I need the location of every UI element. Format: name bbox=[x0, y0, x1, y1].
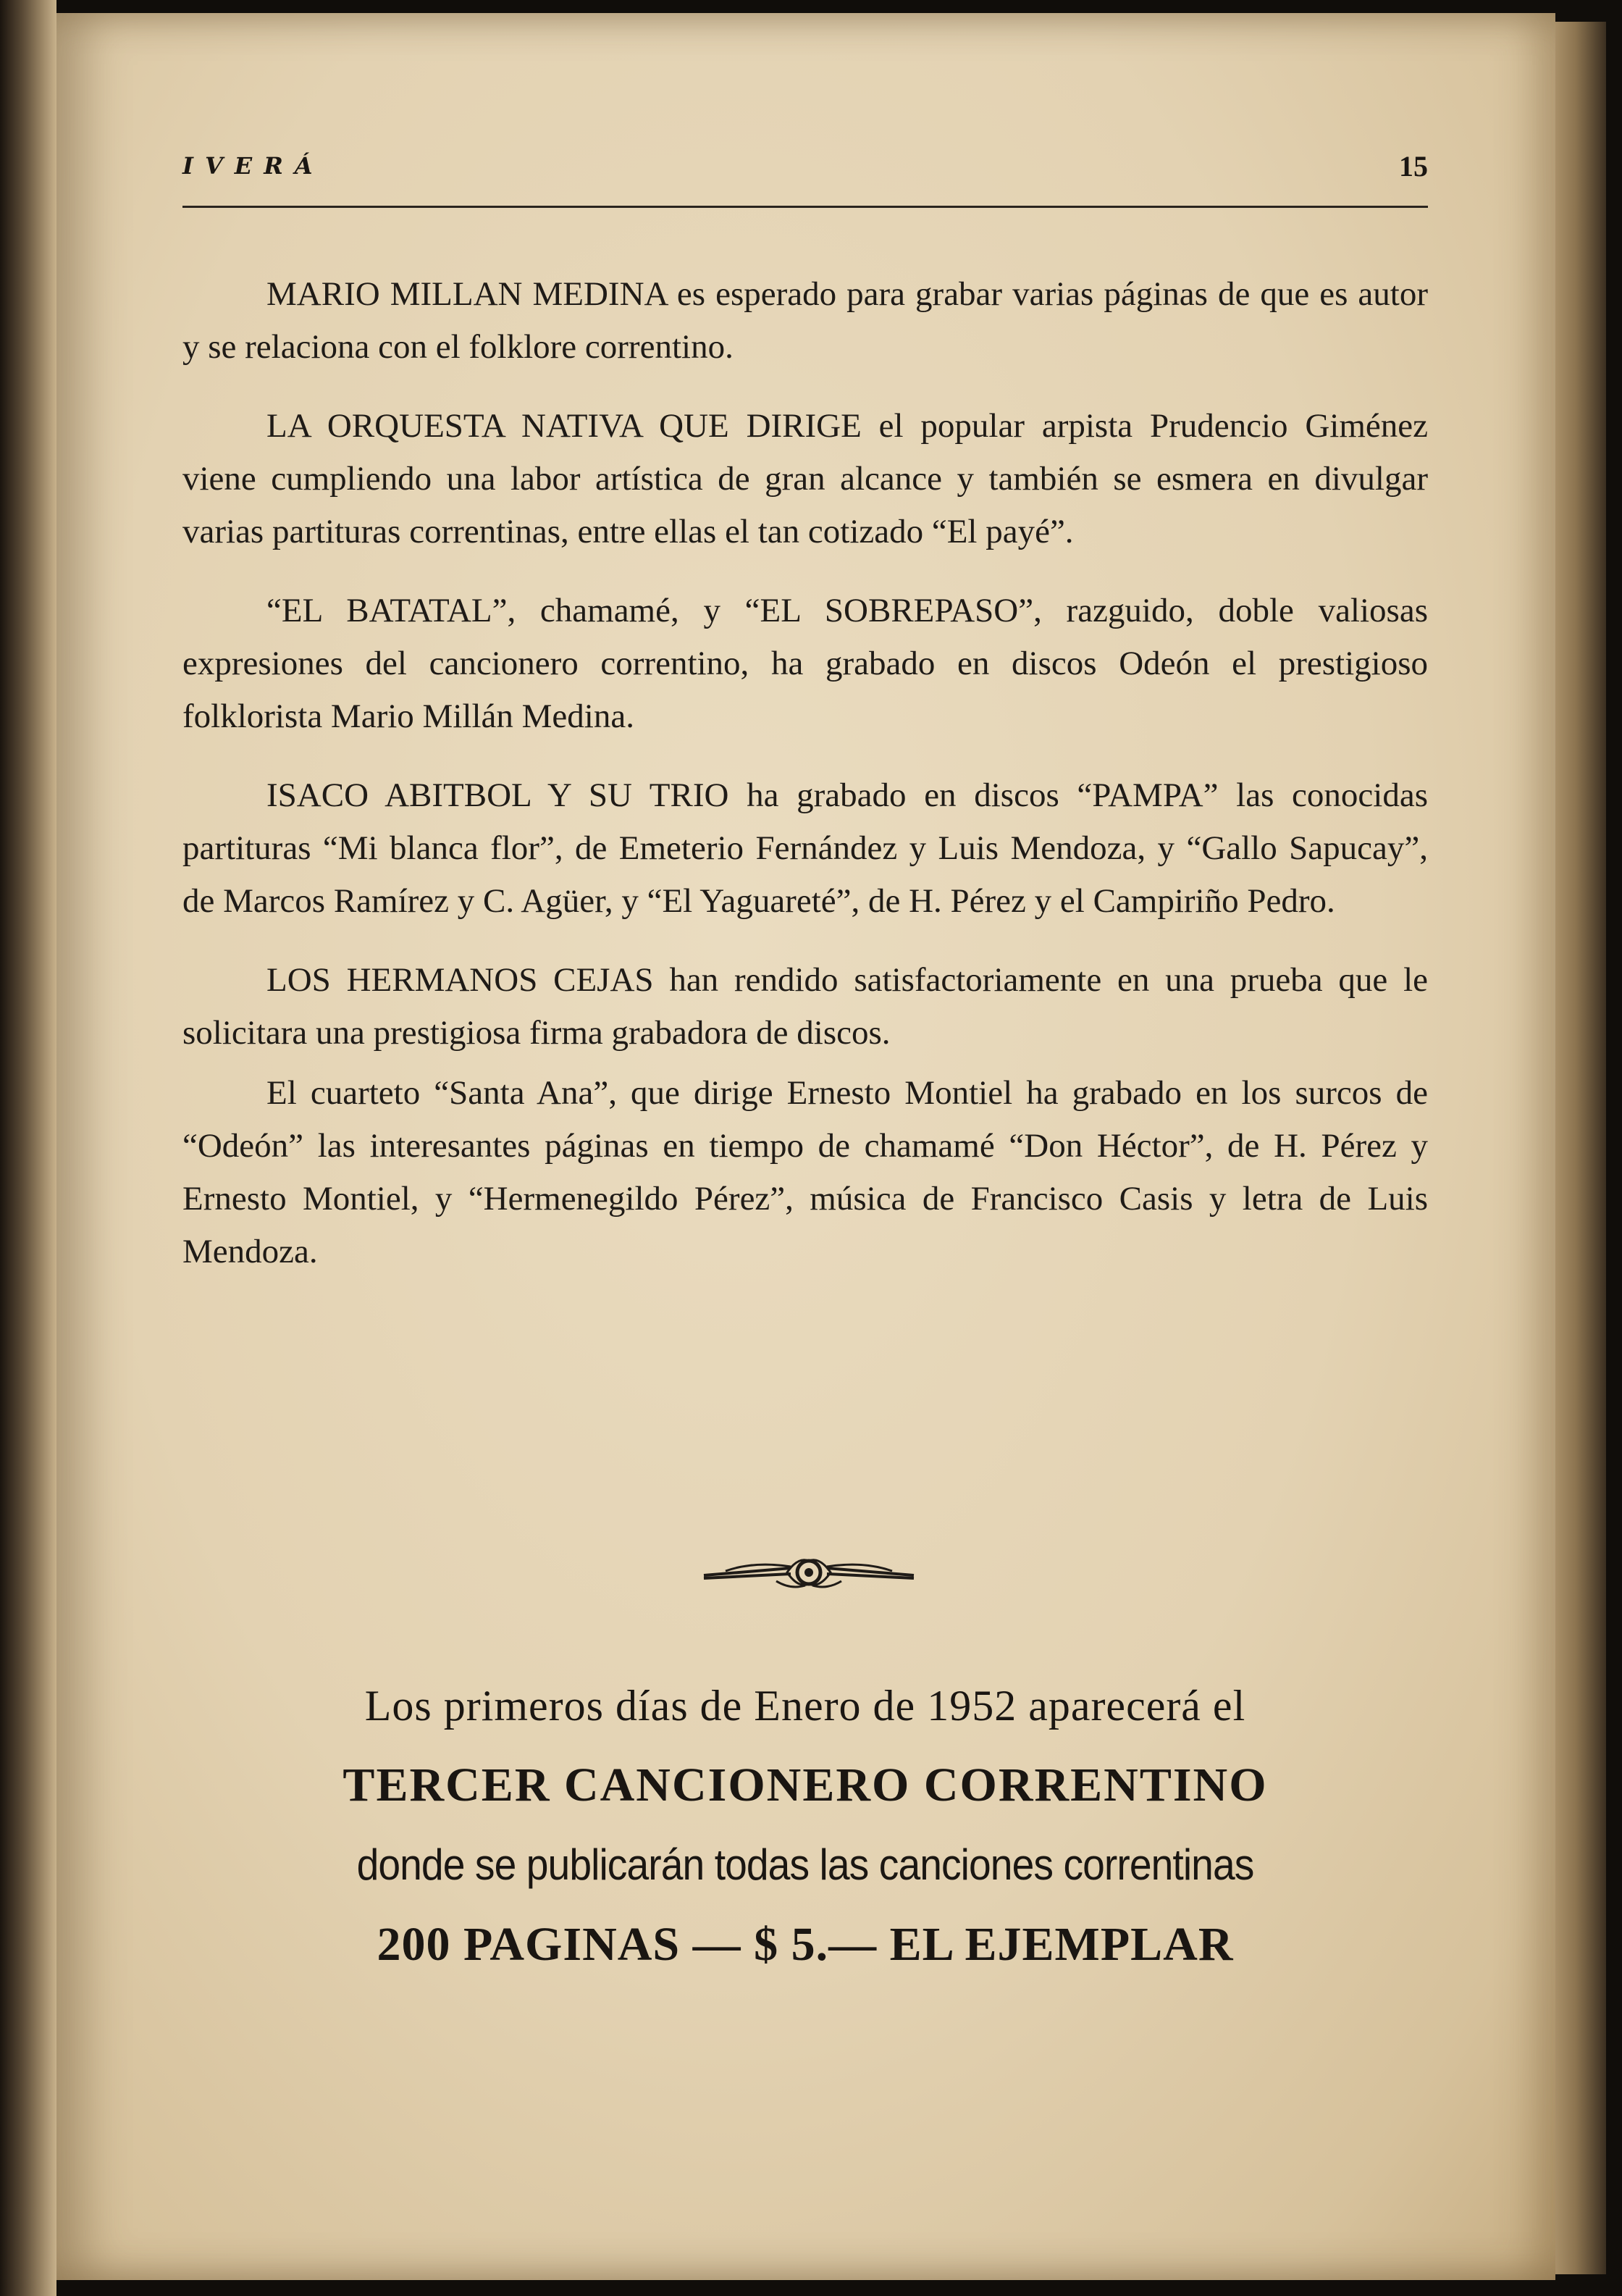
announcement-description: donde se publicarán todas las canciones correntinas bbox=[356, 1840, 1254, 1889]
paragraph-cuarteto-santa-ana: El cuarteto “Santa Ana”, que dirige Ernesto Montiel ha grabado en los surcos de “Odeón” las interesantes páginas en tiempo de chamamé “Don Héctor”, de H. Pérez y Ernesto Montiel, y “Hermenegildo Pérez”, música de Francisco Casis y letra de Luis Mendoza. bbox=[182, 1074, 1428, 1270]
paragraph-isaco-abitbol: ISACO ABITBOL Y SU TRIO ha grabado en discos “PAMPA” las conocidas partituras “Mi blanca flor”, de Emeterio Fernández y Luis Mendoza, y “Gallo Sapucay”, de Marcos Ramírez y C. Agüer, y “El Yaguareté”, de H. Pérez y el Campiriño Pedro. bbox=[182, 776, 1428, 920]
page-header bbox=[182, 109, 1428, 183]
right-page-edge bbox=[1555, 22, 1606, 2274]
announcement-price: 200 PAGINAS — $ 5.— EL EJEMPLAR bbox=[377, 1918, 1234, 1971]
paragraph-mario-millan: MARIO MILLAN MEDINA es esperado para grabar varias páginas de que es autor y se relaciona con el folklore correntino. bbox=[182, 275, 1428, 366]
floral-divider-ornament-icon bbox=[697, 1546, 921, 1597]
cancionero-announcement bbox=[182, 1666, 1428, 1985]
left-page-edge bbox=[0, 0, 56, 2296]
announcement-date-line: Los primeros días de Enero de 1952 aparecerá el bbox=[364, 1682, 1246, 1730]
header-rule bbox=[182, 206, 1428, 208]
announcement-title: TERCER CANCIONERO CORRENTINO bbox=[343, 1759, 1268, 1811]
page-number: 15 bbox=[1399, 150, 1428, 183]
paragraph-el-batatal: “EL BATATAL”, chamamé, y “EL SOBREPASO”, razguido, doble valiosas expresiones del cancionero correntino, ha grabado en discos Odeón el prestigioso folklorista Mario Millán Medina. bbox=[182, 592, 1428, 735]
page-content bbox=[182, 109, 1428, 1971]
paragraph-hermanos-cejas: LOS HERMANOS CEJAS han rendido satisfactoriamente en una prueba que le solicitara una prestigiosa firma grabadora de discos. bbox=[182, 961, 1428, 1052]
article-body bbox=[182, 268, 1428, 1304]
paragraph-orquesta-nativa: LA ORQUESTA NATIVA QUE DIRIGE el popular arpista Prudencio Giménez viene cumpliendo una labor artística de gran alcance y también se esmera en divulgar varias partituras correntinas, entre ellas el tan cotizado “El payé”. bbox=[182, 407, 1428, 550]
running-head: IVERÁ bbox=[182, 152, 324, 180]
